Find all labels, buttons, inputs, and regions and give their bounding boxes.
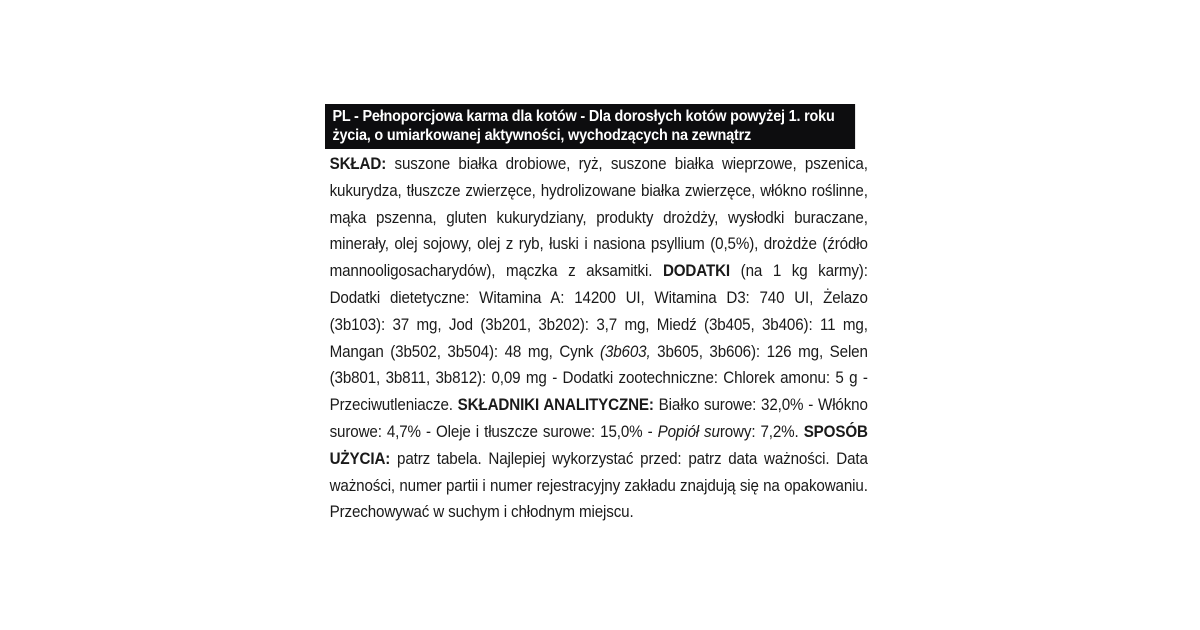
label-header: PL - Pełnoporcjowa karma dla kotów - Dla dorosłych kotów powyżej 1. roku życia, o umiarkowanej aktywności, wychodzących na zewnątrz (325, 104, 855, 149)
additives-text-b: 3b605, 3b606): 126 mg, Selen (3b801, 3b811, 3b812): 0,09 mg - Dodatki zootechniczne: Chlorek amonu: 5 g - Przeciwutleniacze. (329, 342, 868, 415)
product-label (325, 104, 869, 526)
additives-heading: DODATKI (662, 262, 731, 281)
analytical-italic: Popiół su (657, 422, 720, 441)
composition-heading: SKŁAD: (329, 155, 387, 173)
additives-text-a: (na 1 kg karmy): Dodatki dietetyczne: Witamina A: 14200 UI, Witamina D3: 740 UI, Żelazo (3b103): 37 mg, Jod (3b201, 3b202): 3,7 mg, Miedź (3b405, 3b406): 11 mg, Mangan (3b502, 3b504): 48 mg, Cynk (329, 262, 868, 361)
analytical-heading: SKŁADNIKI ANALITYCZNE: (457, 396, 654, 415)
usage-text: patrz tabela. Najlepiej wykorzystać przed: patrz data ważności. Data ważności, numer partii i numer rejestracyjny zakładu znajdują się na opakowaniu. Przechowywać w suchym i chłodnym miejscu. (329, 449, 868, 522)
analytical-text-b: rowy: 7,2%. (719, 422, 804, 441)
composition-text: suszone białka drobiowe, ryż, suszone białka wieprzowe, pszenica, kukurydza, tłuszcze zwierzęce, hydrolizowane białka zwierzęce, włókno roślinne, mąka pszenna, gluten kukurydziany, produkty drożdży, wysłodki buraczane, minerały, olej sojowy, olej z ryb, łuski i nasiona psyllium (0,5%), drożdże (źródło mannooligosacharydów), mączka z aksamitki. (329, 155, 868, 281)
additives-italic: (3b603, (600, 342, 651, 361)
analytical-text-a: Białko surowe: 32,0% - Włókno surowe: 4,7% - Oleje i tłuszcze surowe: 15,0% - (329, 396, 868, 441)
usage-heading: SPOSÓB UŻYCIA: (329, 422, 868, 468)
label-body (325, 151, 868, 526)
